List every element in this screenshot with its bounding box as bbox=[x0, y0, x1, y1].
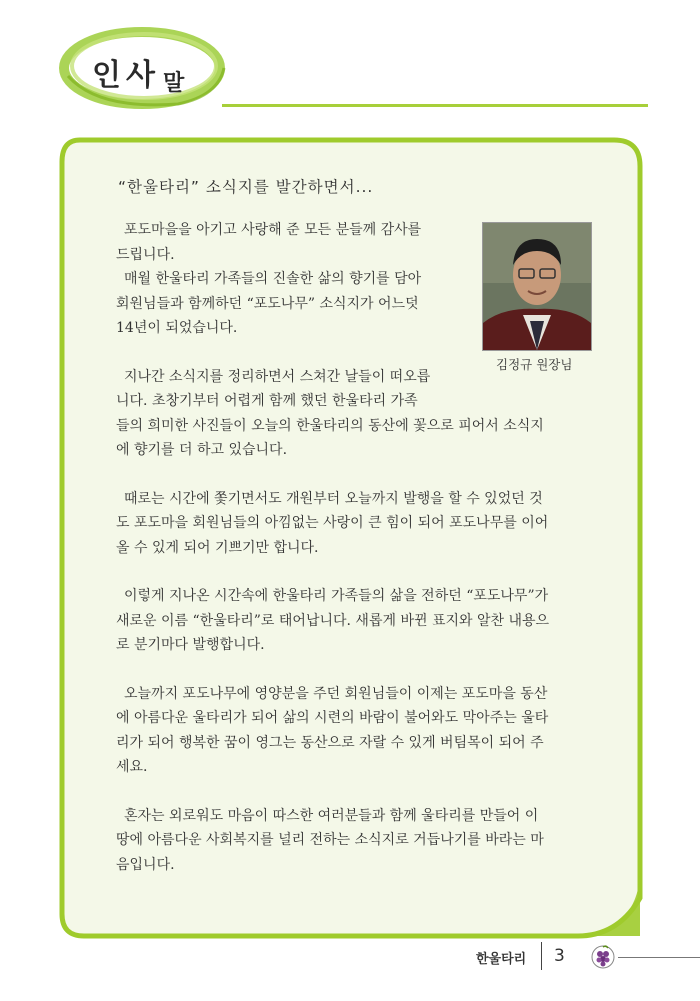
message-body bbox=[116, 218, 592, 877]
text-line: 이렇게 지나온 시간속에 한울타리 가족들의 삶을 전하던 “포도나무”가 bbox=[124, 588, 549, 604]
title-char-1: 인 bbox=[92, 58, 123, 93]
text-line: 들의 희미한 사진들이 오늘의 한울타리의 동산에 꽃으로 피어서 소식지 bbox=[116, 417, 544, 434]
photo-caption: 김정규 원장님 bbox=[496, 357, 573, 372]
paragraph-1 bbox=[116, 218, 466, 341]
header-divider bbox=[222, 104, 648, 107]
text-line: 포도마을을 아기고 사랑해 준 모든 분들께 감사를 bbox=[124, 222, 422, 238]
footer-divider bbox=[541, 942, 542, 970]
title-char-3: 말 bbox=[162, 71, 187, 96]
page-title bbox=[92, 50, 186, 97]
text-line: 에 아름다운 울타리가 되어 삶의 시련의 바람이 불어와도 막아주는 울타 bbox=[116, 710, 549, 726]
paragraph-6 bbox=[116, 804, 592, 878]
text-line: 새로운 이름 “한울타리”로 태어납니다. 새롭게 바뀐 표지와 알찬 내용으 bbox=[116, 612, 550, 629]
text-line: 니다. 초창기부터 어렵게 함께 했던 한울타리 가족 bbox=[116, 393, 418, 409]
text-line: 음입니다. bbox=[116, 856, 175, 873]
paragraph-4 bbox=[116, 584, 592, 658]
footer-rule bbox=[618, 957, 700, 958]
text-line: 에 향기를 더 하고 있습니다. bbox=[116, 442, 288, 458]
text-line: 회원님들과 함께하던 “포도나무” 소식지가 어느덧 bbox=[116, 295, 419, 312]
page-number: 3 bbox=[554, 946, 565, 966]
text-line: 땅에 아름다운 사회복지를 널리 전하는 소식지로 거듭나기를 바라는 마 bbox=[116, 832, 544, 848]
text-line: 세요. bbox=[116, 759, 148, 775]
text-line: 드립니다. bbox=[116, 246, 175, 263]
text-line: 올 수 있게 되어 기쁘기만 합니다. bbox=[116, 539, 319, 556]
text-line: 때로는 시간에 쫓기면서도 개원부터 오늘까지 발행을 할 수 있었던 것 bbox=[124, 490, 543, 507]
paragraph-2 bbox=[116, 365, 592, 463]
title-char-2: 사 bbox=[125, 58, 157, 93]
text-line: 오늘까지 포도나무에 영양분을 주던 회원님들이 이제는 포도마을 동산 bbox=[124, 685, 548, 702]
grape-icon bbox=[591, 944, 615, 970]
text-line: 리가 되어 행복한 꿈이 영그는 동산으로 자랄 수 있게 버팀목이 되어 주 bbox=[116, 734, 544, 751]
paragraph-3 bbox=[116, 487, 592, 561]
paragraph-5 bbox=[116, 682, 592, 780]
text-line: 도 포도마을 회원님들의 아낌없는 사랑이 큰 힘이 되어 포도나무를 이어 bbox=[116, 515, 549, 531]
text-line: 매월 한울타리 가족들의 진솔한 삶의 향기를 담아 bbox=[124, 271, 422, 287]
text-line: 혼자는 외로워도 마음이 따스한 여러분들과 함께 울타리를 만들어 이 bbox=[124, 807, 539, 824]
text-line: 로 분기마다 발행합니다. bbox=[116, 637, 265, 653]
message-heading: “한울타리” 소식지를 발간하면서... bbox=[118, 178, 374, 196]
text-line: 14년이 되었습니다. bbox=[116, 320, 238, 336]
text-line: 지나간 소식지를 정리하면서 스쳐간 날들이 떠오릅 bbox=[124, 368, 431, 385]
publication-name: 한울타리 bbox=[476, 952, 527, 967]
